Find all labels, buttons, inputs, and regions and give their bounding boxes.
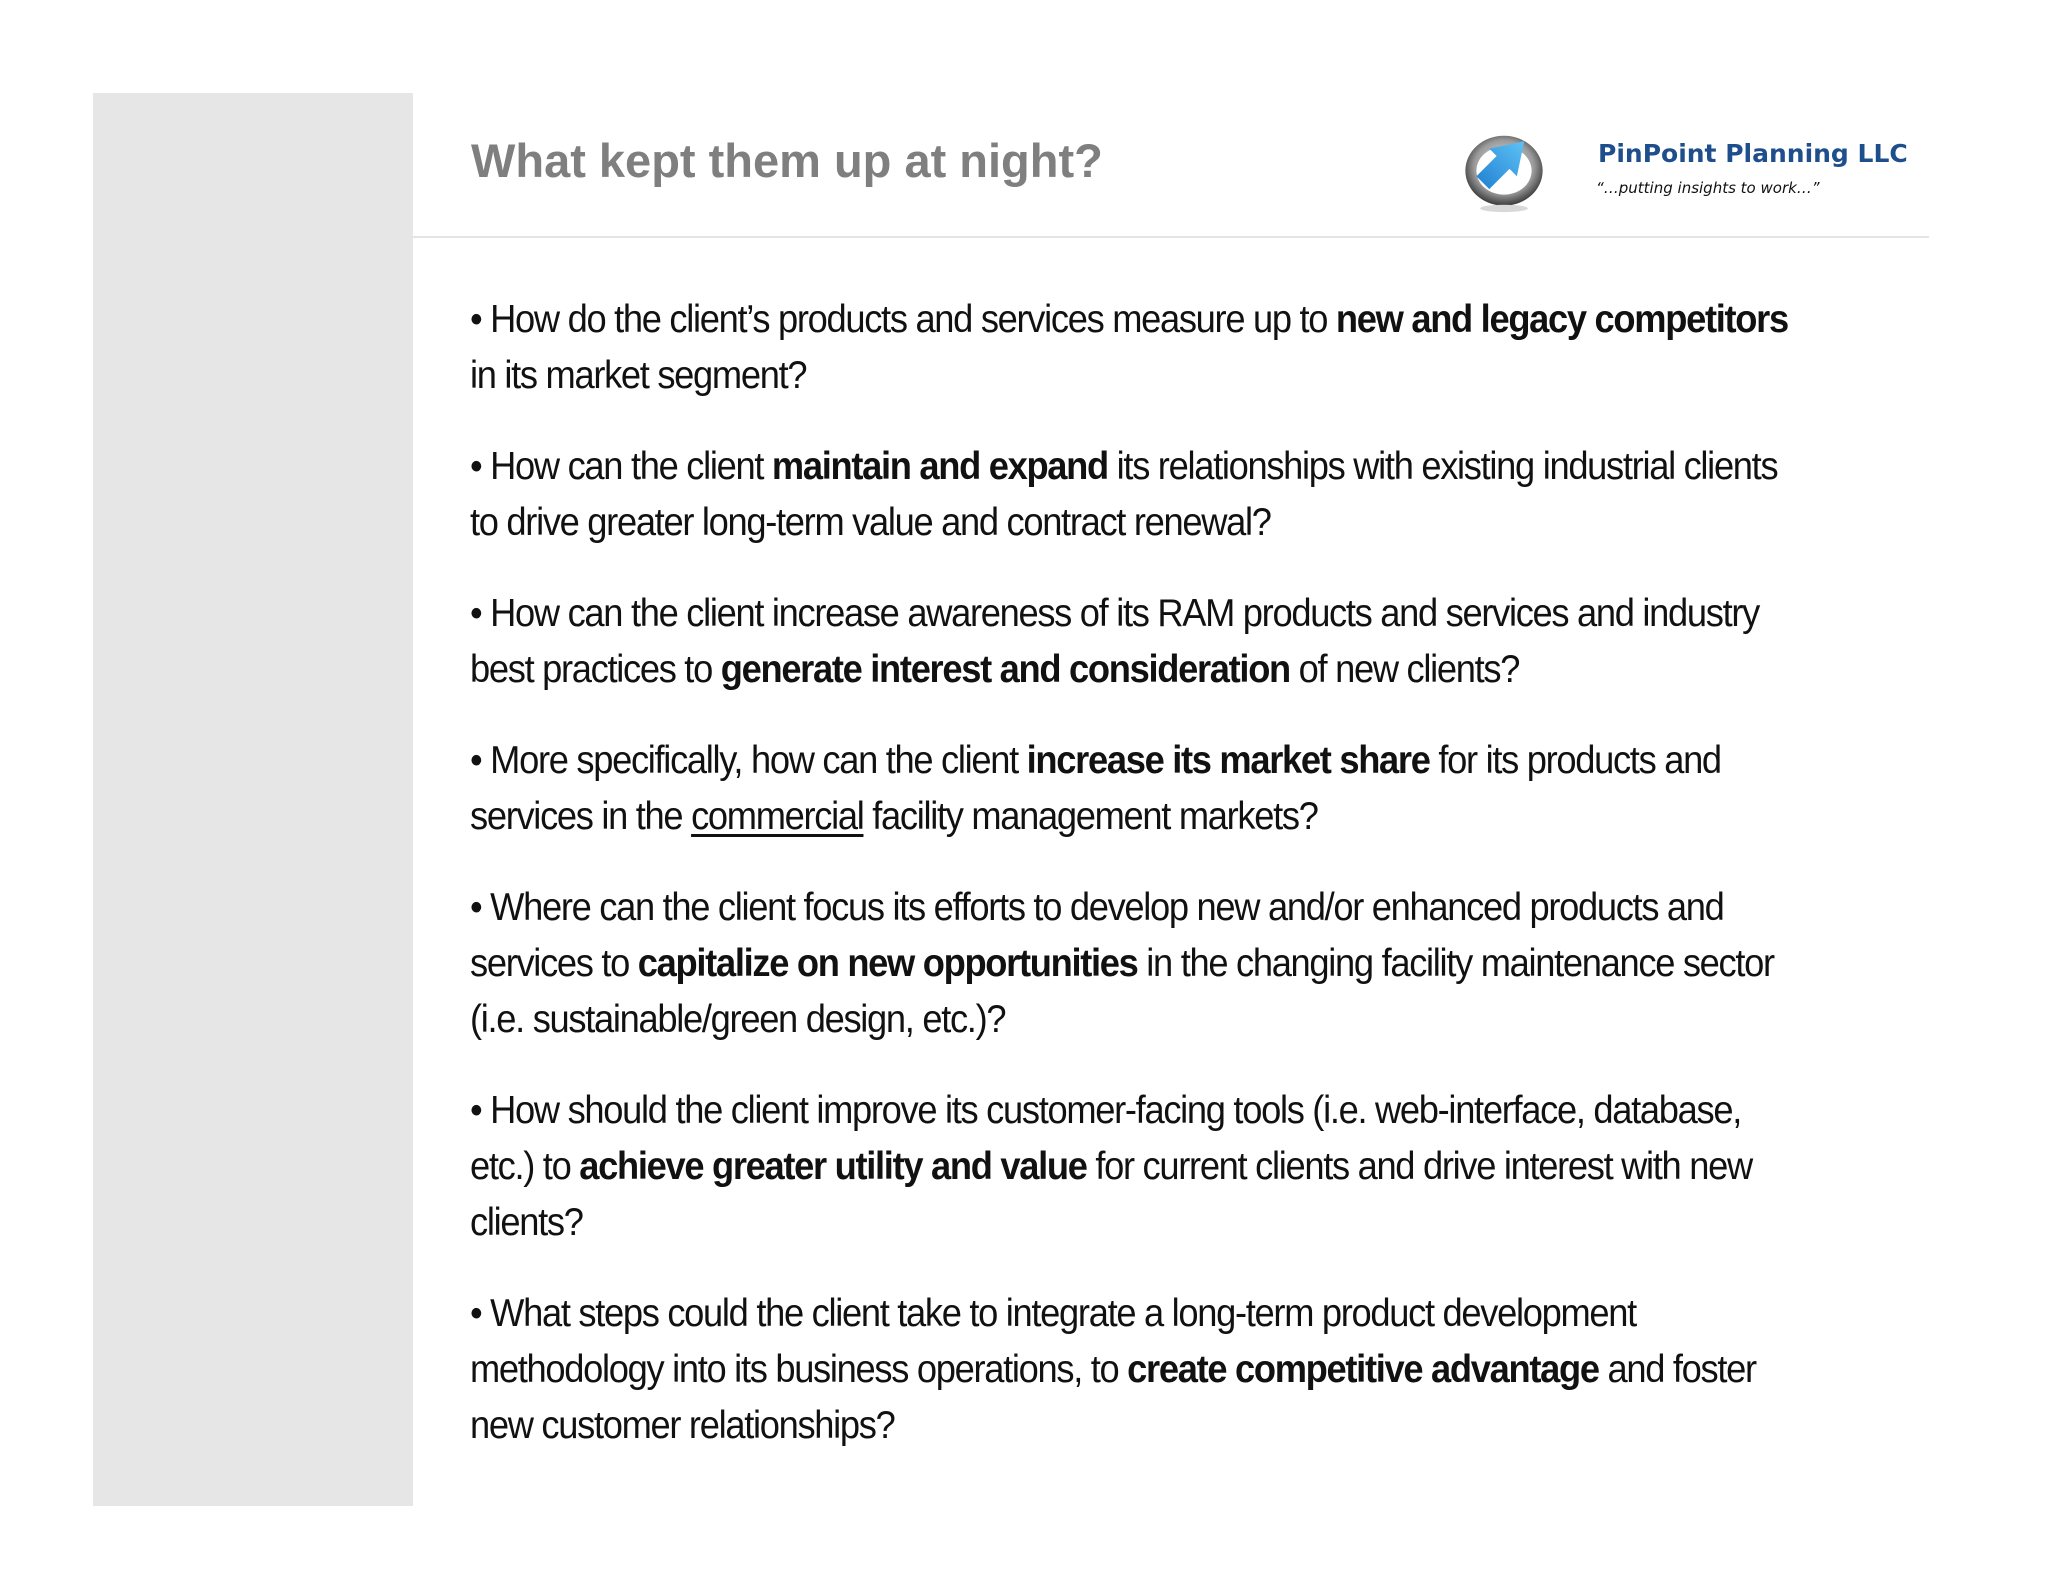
bullet-text: • How can the client: [470, 445, 772, 488]
bullet-item: [470, 439, 1800, 551]
bullet-item: [470, 880, 1800, 1048]
bullet-item: [470, 1286, 1800, 1454]
bullet-text: in its market segment?: [470, 354, 807, 397]
bullet-text: • Where can the client focus its efforts to develop new and/or enhanced products and services to: [470, 886, 1724, 985]
bullet-bold-text: increase its market share: [1026, 739, 1430, 782]
bullet-text: in the changing facility maintenance sector (i.e. sustainable/green design, etc.)?: [470, 942, 1774, 1041]
bullet-item: [470, 292, 1800, 404]
bullet-text: • How do the client’s products and services measure up to: [470, 298, 1336, 341]
company-tagline: “…putting insights to work…”: [1596, 179, 1820, 197]
slide-title: What kept them up at night?: [471, 134, 1103, 187]
bullet-item: [470, 1083, 1800, 1251]
bullet-text: • How can the client increase awareness of its RAM products and services and industry best practices to: [470, 592, 1760, 691]
left-gray-panel: [93, 93, 413, 1506]
bullet-text: facility management markets?: [863, 795, 1318, 838]
bullet-item: [470, 733, 1800, 845]
bullet-item: [470, 586, 1800, 698]
bullet-text: of new clients?: [1289, 648, 1520, 691]
bullet-text: its relationships with existing industrial clients to drive greater long-term value and contract renewal?: [470, 445, 1778, 544]
slide-header: [413, 93, 1929, 238]
company-name: PinPoint Planning LLC: [1598, 139, 1908, 168]
bullet-list: [470, 292, 1800, 1489]
bullet-text: • More specifically, how can the client: [470, 739, 1027, 782]
bullet-text: and foster new customer relationships?: [470, 1348, 1756, 1447]
blue-arrow-target-icon: [1458, 121, 1550, 213]
bullet-text: for current clients and drive interest with new clients?: [470, 1145, 1752, 1244]
bullet-bold-text: maintain and expand: [771, 445, 1108, 488]
bullet-text: • What steps could the client take to integrate a long-term product development methodology into its business operations, to: [470, 1292, 1636, 1391]
bullet-underlined-text: commercial: [691, 795, 864, 838]
bullet-text: for its products and services in the: [470, 739, 1721, 838]
bullet-bold-text: capitalize on new opportunities: [637, 942, 1138, 985]
bullet-bold-text: new and legacy competitors: [1335, 298, 1788, 341]
bullet-bold-text: achieve greater utility and value: [579, 1145, 1087, 1188]
bullet-bold-text: generate interest and consideration: [720, 648, 1290, 691]
bullet-text: • How should the client improve its customer-facing tools (i.e. web-interface, database, etc.) to: [470, 1089, 1741, 1188]
bullet-bold-text: create competitive advantage: [1127, 1348, 1599, 1391]
